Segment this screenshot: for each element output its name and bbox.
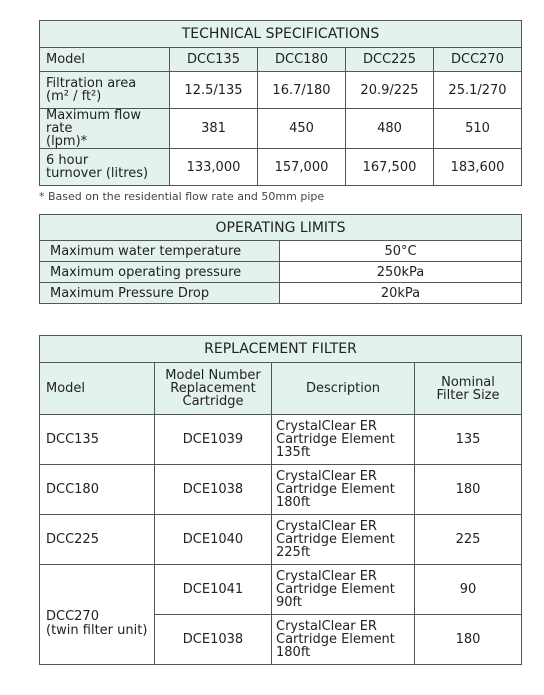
filtration-area-label: Filtration area (m² / ft²): [40, 72, 170, 109]
model-header-dcc135: DCC135: [170, 48, 258, 72]
filter-size-cell: 180: [415, 615, 522, 665]
turnover-label: 6 hour turnover (litres): [40, 149, 170, 186]
operating-limits-table: [39, 214, 522, 304]
description-cell: CrystalClear ER Cartridge Element 180ft: [272, 465, 415, 515]
flow-rate-value: 381: [170, 109, 258, 149]
turnover-value: 167,500: [346, 149, 434, 186]
limit-value: 50°C: [280, 241, 522, 262]
turnover-value: 183,600: [434, 149, 522, 186]
model-cell: DCC135: [40, 415, 155, 465]
description-cell: CrystalClear ER Cartridge Element 135ft: [272, 415, 415, 465]
table-row: [40, 515, 522, 565]
model-cell: DCC225: [40, 515, 155, 565]
technical-specifications-title: TECHNICAL SPECIFICATIONS: [40, 21, 522, 48]
filter-size-cell: 225: [415, 515, 522, 565]
flow-rate-value: 450: [258, 109, 346, 149]
turnover-value: 157,000: [258, 149, 346, 186]
cartridge-cell: DCE1039: [155, 415, 272, 465]
filter-size-cell: 90: [415, 565, 522, 615]
model-header-dcc270: DCC270: [434, 48, 522, 72]
model-header-dcc180: DCC180: [258, 48, 346, 72]
model-column-header: Model: [40, 363, 155, 415]
limit-value: 250kPa: [280, 262, 522, 283]
model-header-dcc225: DCC225: [346, 48, 434, 72]
flow-rate-footnote: * Based on the residential flow rate and 50mm pipe: [39, 190, 325, 203]
cartridge-cell: DCE1038: [155, 615, 272, 665]
description-cell: CrystalClear ER Cartridge Element 90ft: [272, 565, 415, 615]
flow-rate-value: 480: [346, 109, 434, 149]
filter-size-column-header: Nominal Filter Size: [415, 363, 522, 415]
cartridge-column-header: Model Number Replacement Cartridge: [155, 363, 272, 415]
table-row: [40, 415, 522, 465]
limit-label: Maximum operating pressure: [40, 262, 280, 283]
model-header: Model: [40, 48, 170, 72]
replacement-filter-title: REPLACEMENT FILTER: [40, 336, 522, 363]
description-cell: CrystalClear ER Cartridge Element 225ft: [272, 515, 415, 565]
cartridge-cell: DCE1040: [155, 515, 272, 565]
limit-value: 20kPa: [280, 283, 522, 304]
description-cell: CrystalClear ER Cartridge Element 180ft: [272, 615, 415, 665]
turnover-value: 133,000: [170, 149, 258, 186]
filter-size-cell: 135: [415, 415, 522, 465]
filter-size-cell: 180: [415, 465, 522, 515]
filtration-area-value: 25.1/270: [434, 72, 522, 109]
description-column-header: Description: [272, 363, 415, 415]
replacement-filter-table: [39, 335, 522, 665]
table-row: [40, 565, 522, 615]
table-row: [40, 465, 522, 515]
limit-label: Maximum water temperature: [40, 241, 280, 262]
flow-rate-value: 510: [434, 109, 522, 149]
model-cell: DCC180: [40, 465, 155, 515]
filtration-area-value: 20.9/225: [346, 72, 434, 109]
technical-specifications-table: [39, 20, 522, 186]
twin-model-cell: DCC270 (twin filter unit): [40, 565, 155, 665]
limit-label: Maximum Pressure Drop: [40, 283, 280, 304]
operating-limits-title: OPERATING LIMITS: [40, 215, 522, 241]
cartridge-cell: DCE1038: [155, 465, 272, 515]
filtration-area-value: 12.5/135: [170, 72, 258, 109]
filtration-area-value: 16.7/180: [258, 72, 346, 109]
cartridge-cell: DCE1041: [155, 565, 272, 615]
flow-rate-label: Maximum flow rate (lpm)*: [40, 109, 170, 149]
